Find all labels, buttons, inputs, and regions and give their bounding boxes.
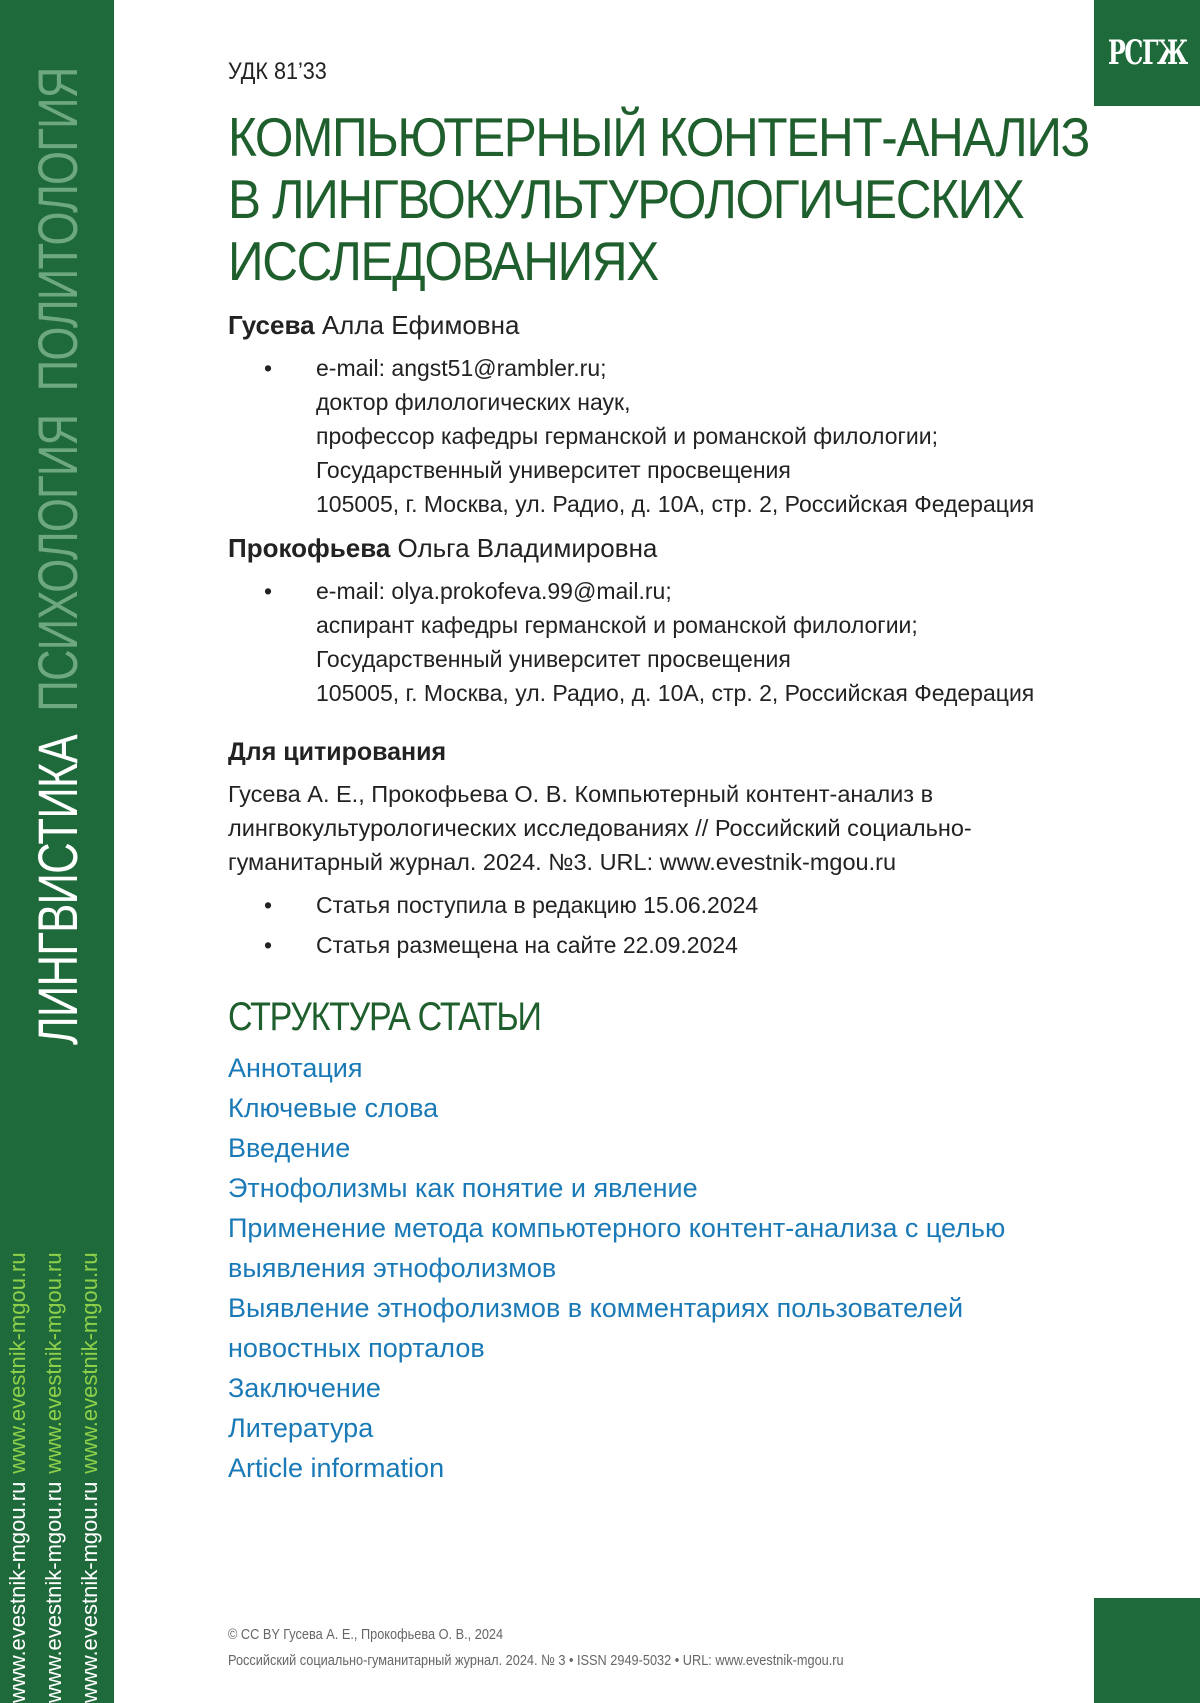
bullet: • bbox=[264, 892, 273, 918]
footer-journal: Российский социально-гуманитарный журнал. 2024. № 3 • ISSN 2949-5032 • URL: www.evestnik-mgou.ru bbox=[228, 1652, 844, 1669]
author-address: 105005, г. Москва, ул. Радио, д. 10А, стр. 2, Российская Федерация bbox=[316, 491, 1035, 517]
published-date: • Статья размещена на сайте 22.09.2024 bbox=[228, 925, 1088, 965]
author-position: аспирант кафедры германской и романской филологии; bbox=[316, 612, 918, 638]
toc-link-introduction[interactable]: Введение bbox=[228, 1133, 351, 1163]
subject-psychology: ПСИХОЛОГИЯ bbox=[26, 414, 89, 712]
author-given-name: Ольга Владимировна bbox=[397, 533, 658, 563]
author-surname: Гусева bbox=[228, 310, 315, 340]
logo-text: РСГЖ bbox=[1107, 33, 1187, 73]
toc-link-keywords[interactable]: Ключевые слова bbox=[228, 1093, 439, 1123]
toc-link-ethnophaulisms[interactable]: Этнофолизмы как понятие и явление bbox=[228, 1173, 698, 1203]
bullet: • bbox=[264, 578, 273, 604]
article-dates bbox=[228, 885, 1088, 965]
author-surname: Прокофьева bbox=[228, 533, 391, 563]
author-email: e-mail: angst51@rambler.ru; bbox=[316, 355, 607, 381]
sidebar-url-row-2 bbox=[42, 1252, 66, 1703]
sidebar-url[interactable]: www.evestnik-mgou.ru bbox=[5, 1481, 30, 1703]
subject-politology: ПОЛИТОЛОГИЯ bbox=[26, 67, 89, 392]
author-details bbox=[228, 574, 1088, 710]
author-affiliation: Государственный университет просвещения bbox=[316, 646, 791, 672]
page-footer bbox=[228, 1622, 844, 1674]
author-position: профессор кафедры германской и романской филологии; bbox=[316, 423, 938, 449]
toc-link-comments[interactable]: Выявление этнофолизмов в комментариях пользователей новостных порталов bbox=[228, 1293, 964, 1363]
sidebar-url[interactable]: www.evestnik-mgou.ru bbox=[41, 1481, 66, 1703]
subject-list bbox=[28, 44, 88, 1045]
author-name bbox=[228, 533, 1088, 564]
author-degree: доктор филологических наук, bbox=[316, 389, 631, 415]
toc-link-references[interactable]: Литература bbox=[228, 1413, 374, 1443]
footer-copyright: © CC BY Гусева А. Е., Прокофьева О. В., 2024 bbox=[228, 1626, 504, 1643]
udk-code: УДК 81’33 bbox=[228, 58, 327, 85]
received-date: • Статья поступила в редакцию 15.06.2024 bbox=[228, 885, 1088, 925]
author-name bbox=[228, 310, 1088, 341]
author-address: 105005, г. Москва, ул. Радио, д. 10А, стр. 2, Российская Федерация bbox=[316, 680, 1035, 706]
author-email: e-mail: olya.prokofeva.99@mail.ru; bbox=[316, 578, 672, 604]
toc-link-conclusion[interactable]: Заключение bbox=[228, 1373, 381, 1403]
bullet: • bbox=[264, 932, 273, 958]
structure-heading: СТРУКТУРА СТАТЬИ bbox=[228, 995, 541, 1039]
journal-sidebar bbox=[0, 0, 114, 1703]
toc-link-method[interactable]: Применение метода компьютерного контент-анализа с целью выявления этнофолизмов bbox=[228, 1213, 1006, 1283]
sidebar-url-row-1 bbox=[6, 1252, 30, 1703]
toc-link-article-info[interactable]: Article information bbox=[228, 1453, 445, 1483]
sidebar-url[interactable]: www.evestnik-mgou.ru bbox=[41, 1252, 66, 1474]
journal-logo bbox=[1094, 0, 1200, 106]
table-of-contents bbox=[228, 1048, 1088, 1488]
citation-heading: Для цитирования bbox=[228, 738, 447, 766]
sidebar-url[interactable]: www.evestnik-mgou.ru bbox=[77, 1481, 102, 1703]
article-title: КОМПЬЮТЕРНЫЙ КОНТЕНТ-АНАЛИЗ В ЛИНГВОКУЛЬТУРОЛОГИЧЕСКИХ ИССЛЕДОВАНИЯХ bbox=[228, 106, 1090, 292]
citation-text: Гусева А. Е., Прокофьева О. В. Компьютерный контент-анализ в лингвокультурологических исследованиях // Российский социально-гуманитарный журнал. 2024. №3. URL: www.evestnik-mgou.ru bbox=[228, 781, 972, 875]
author-affiliation: Государственный университет просвещения bbox=[316, 457, 791, 483]
author-details bbox=[228, 351, 1088, 521]
sidebar-url[interactable]: www.evestnik-mgou.ru bbox=[5, 1252, 30, 1474]
sidebar-url-row-3 bbox=[78, 1252, 102, 1703]
article-header bbox=[228, 58, 1088, 1488]
subject-linguistics: ЛИНГВИСТИКА bbox=[26, 735, 89, 1045]
toc-link-abstract[interactable]: Аннотация bbox=[228, 1053, 363, 1083]
bullet: • bbox=[264, 355, 273, 381]
author-given-name: Алла Ефимовна bbox=[321, 310, 520, 340]
sidebar-url[interactable]: www.evestnik-mgou.ru bbox=[77, 1252, 102, 1474]
corner-block bbox=[1094, 1598, 1200, 1703]
